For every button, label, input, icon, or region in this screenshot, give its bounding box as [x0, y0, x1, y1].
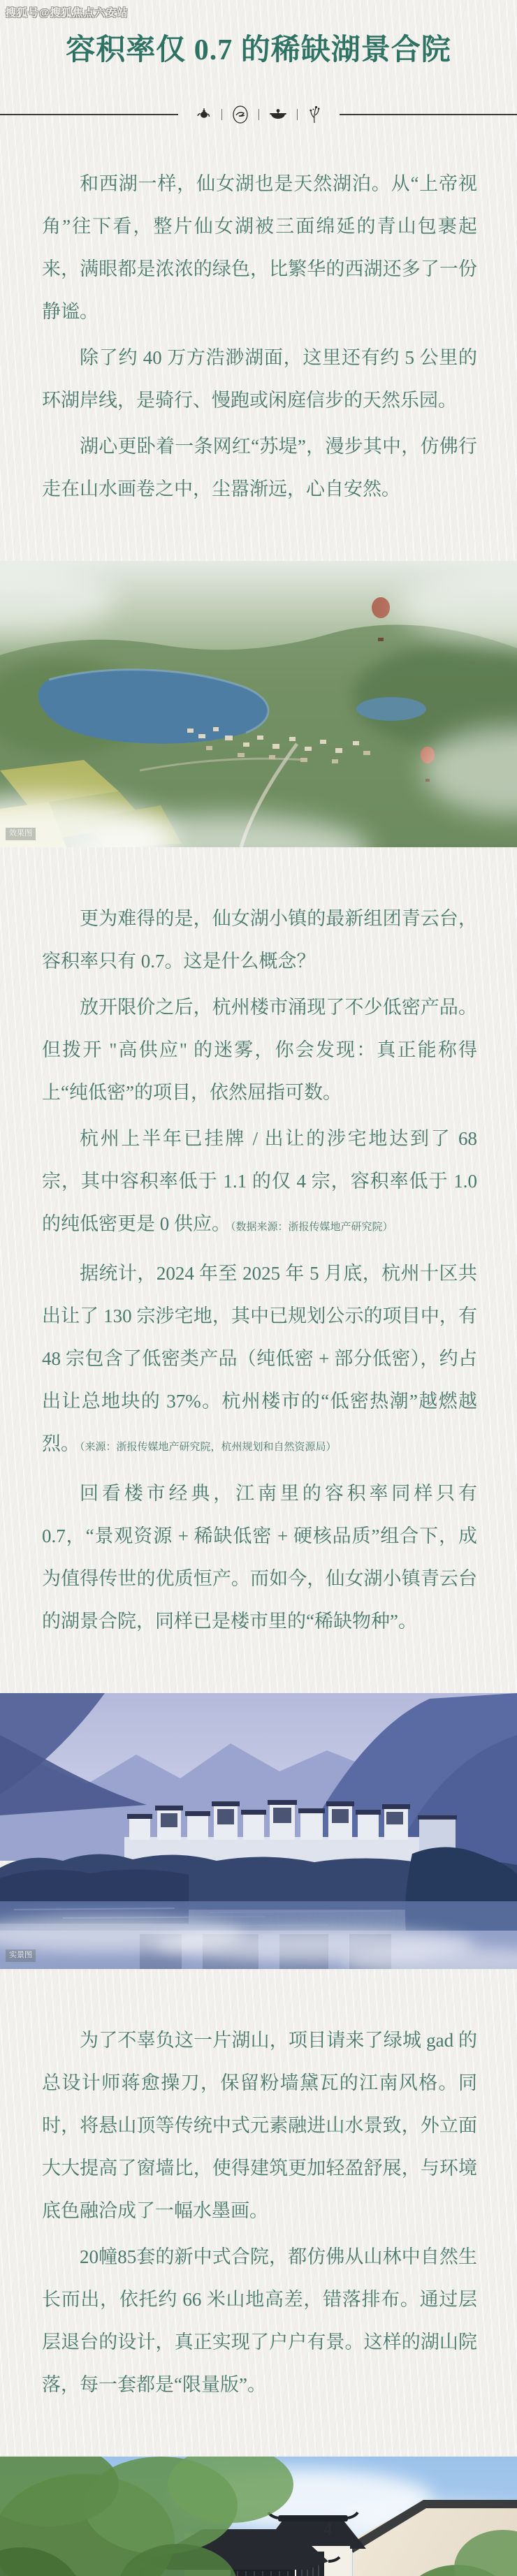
- data-source-note: （来源：浙报传媒地产研究院，杭州规划和自然资源局）: [80, 1441, 337, 1453]
- paragraph: 湖心更卧着一条网红“苏堤”，漫步其中，仿佛行走在山水画卷之中，尘嚣渐远，心自安然。: [42, 435, 477, 499]
- sohu-watermark: 搜狐号@搜狐焦点六安站: [6, 7, 129, 19]
- incense-burner-icon: [269, 108, 287, 121]
- paragraph: 杭州上半年已挂牌 / 出让的涉宅地达到了 68 宗，其中容积率低于 1.1 的仅 4 宗，容积率低于 1.0 的纯低密更是 0 供应。（数据来源：浙报传媒地产研究院）: [42, 1127, 477, 1234]
- paragraph: 20幢85套的新中式合院，都仿佛从山林中自然生长而出，依托约 66 米山地高差，错落排布。通过层层退台的设计，真正实现了户户有景。这样的湖山院落，每一套都是“限量版”。: [42, 2246, 477, 2395]
- divider-line-right: [340, 114, 517, 115]
- article-section-2: [0, 898, 517, 1643]
- aerial-rendering-art: [0, 561, 517, 847]
- data-source-note: （数据来源：浙报传媒地产研究院）: [231, 1221, 393, 1233]
- divider-separator: [258, 109, 259, 120]
- article-section-1: [0, 163, 517, 511]
- house-number-4: 4: [323, 2518, 333, 2539]
- ornament-divider: [0, 105, 517, 124]
- article-section-3: [0, 2019, 517, 2406]
- image-caption: 实景图: [6, 1949, 36, 1961]
- tea-cup-icon: [232, 105, 249, 124]
- paragraph: 除了约 40 万方浩渺湖面，这里还有约 5 公里的环湖岸线，是骑行、慢跑或闲庭信步的天然乐园。: [42, 346, 477, 411]
- divider-separator: [297, 109, 298, 120]
- paragraph: 据统计，2024 年至 2025 年 5 月底，杭州十区共出让了 130 宗涉宅地，其中已规划公示的项目中，有 48 宗包含了低密类产品（纯低密 + 部分低密），约占出让总地块的 37%。杭州楼市的“低密热潮”越燃越烈。（来源：浙报传媒地产研究院，杭州规划和自然资源局）: [42, 1262, 477, 1454]
- lake-scenery-image[interactable]: [0, 1693, 517, 1969]
- courtyard-house-art: [0, 2457, 517, 2576]
- courtyard-house-image[interactable]: [0, 2457, 517, 2576]
- teapot-icon: [196, 108, 212, 121]
- flower-branch-icon: [307, 105, 321, 124]
- image-caption: 效果图: [6, 828, 36, 840]
- page-title: 容积率仅 0.7 的稀缺湖景合院: [66, 34, 451, 66]
- divider-separator: [221, 109, 222, 120]
- paragraph: 为了不辜负这一片湖山，项目请来了绿城 gad 的总设计师蒋愈操刀，保留粉墙黛瓦的江南风格。同时，将悬山顶等传统中式元素融进山水景致，外立面大大提高了窗墙比，使得建筑更加轻盈舒展，与环境底色融洽成了一幅水墨画。: [42, 2029, 477, 2221]
- paragraph: 更为难得的是，仙女湖小镇的最新组团青云台，容积率只有 0.7。这是什么概念？: [42, 907, 477, 972]
- lake-scenery-art: [0, 1693, 517, 1969]
- divider-line-left: [0, 114, 178, 115]
- aerial-rendering-image[interactable]: [0, 561, 517, 847]
- paragraph: 和西湖一样，仙女湖也是天然湖泊。从“上帝视角”往下看，整片仙女湖被三面绵延的青山包裹起来，满眼都是浓浓的绿色，比繁华的西湖还多了一份静谧。: [42, 173, 477, 322]
- paragraph: 回看楼市经典，江南里的容积率同样只有 0.7，“景观资源 + 稀缺低密 + 硬核品质”组合下，成为值得传世的优质恒产。而如今，仙女湖小镇青云台的湖景合院，同样已是楼市里的“稀缺物种”。: [42, 1482, 477, 1632]
- paragraph: 放开限价之后，杭州楼市涌现了不少低密产品。但拨开 "高供应" 的迷雾，你会发现：真正能称得上“纯低密”的项目，依然屈指可数。: [42, 996, 477, 1103]
